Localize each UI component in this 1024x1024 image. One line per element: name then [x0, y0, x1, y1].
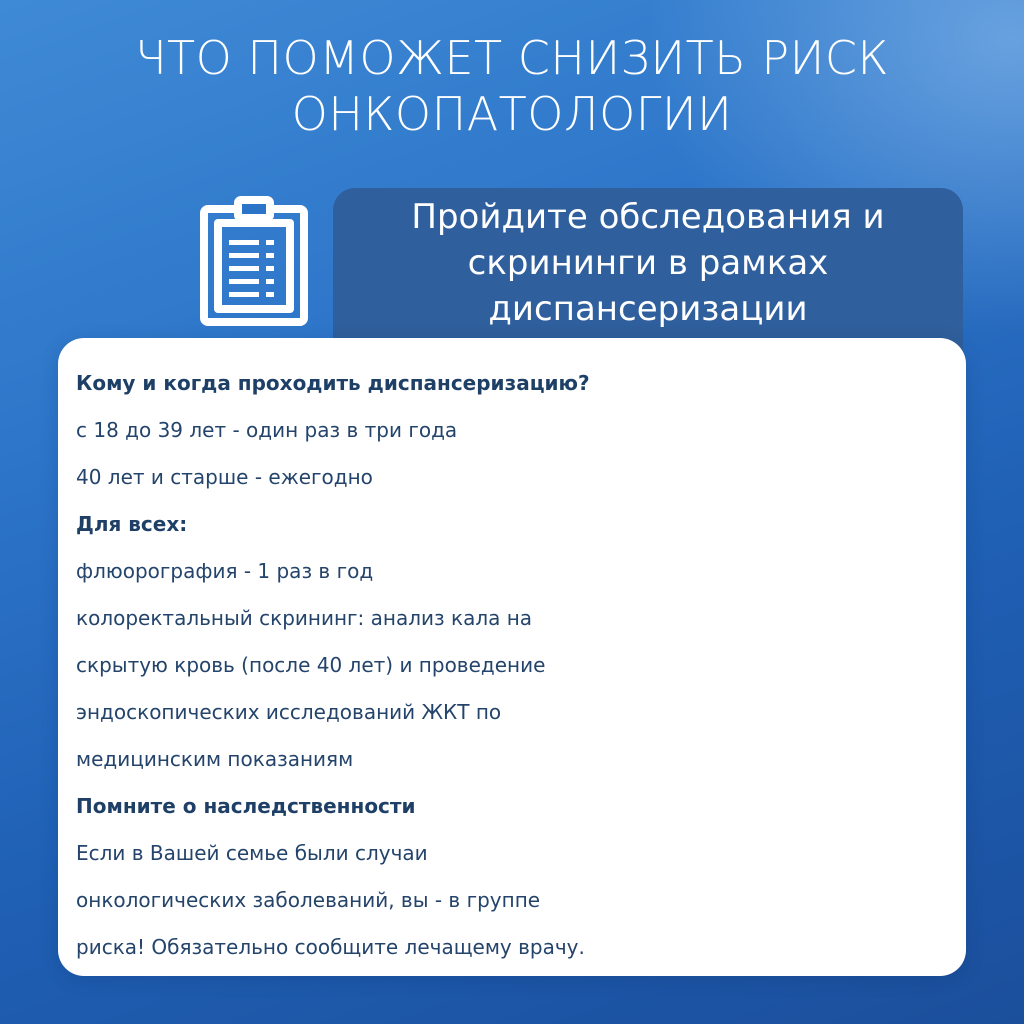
heredity-line-1: Если в Вашей семье были случаи [76, 841, 428, 865]
title-line-1: ЧТО ПОМОЖЕТ СНИЗИТЬ РИСК [134, 31, 890, 85]
for-all-line-5: медицинским показаниям [76, 747, 354, 771]
schedule-line-2: 40 лет и старше - ежегодно [76, 465, 373, 489]
for-all-line-2: колоректальный скрининг: анализ кала на [76, 606, 533, 630]
banner-line-2: скрининги в рамках [467, 243, 829, 283]
for-all-heading: Для всех: [76, 512, 188, 536]
schedule-line-1: с 18 до 39 лет - один раз в три года [76, 418, 458, 442]
heredity-line-2: онкологических заболеваний, вы - в группе [76, 888, 541, 912]
heredity-heading: Помните о наследственности [76, 794, 416, 818]
for-all-line-3: скрытую кровь (после 40 лет) и проведение [76, 653, 546, 677]
who-when-heading: Кому и когда проходить диспансеризацию? [76, 371, 590, 395]
for-all-line-4: эндоскопических исследований ЖКТ по [76, 700, 502, 724]
banner-text [333, 194, 963, 332]
heredity-line-3: риска! Обязательно сообщите лечащему врачу. [76, 935, 585, 959]
info-card-body [76, 360, 966, 971]
title-line-2: ОНКОПАТОЛОГИИ [291, 87, 733, 141]
info-card [58, 338, 966, 976]
clipboard-checklist-icon [196, 196, 314, 330]
banner-line-3: диспансеризации [488, 289, 808, 329]
banner-line-1: Пройдите обследования и [411, 197, 885, 237]
for-all-line-1: флюорография - 1 раз в год [76, 559, 374, 583]
page-title [0, 30, 1024, 142]
